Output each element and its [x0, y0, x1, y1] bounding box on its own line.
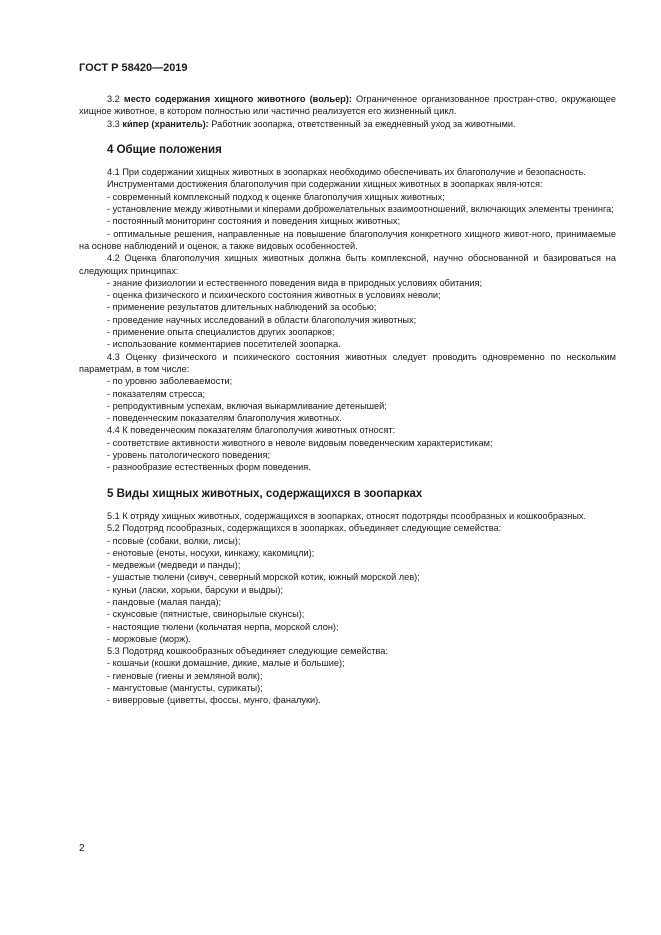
- list-item: - енотовые (еноты, носухи, кинкажу, какомицли);: [107, 547, 315, 558]
- list-item: - ушастые тюлени (сивуч, северный морской котик, южный морской лев);: [107, 572, 420, 583]
- paragraph-5-3: 5.3 Подотряд кошкообразных объединяет следующие семейства:: [107, 646, 388, 657]
- paragraph-4-1-tools: Инструментами достижения благополучия при содержании хищных животных в зоопарках явля-ются:: [107, 179, 543, 190]
- list-item: - поведенческим показателям благополучия животных.: [107, 413, 342, 424]
- list-item: - уровень патологического поведения;: [107, 450, 271, 461]
- list-item: - проведение научных исследований в области благополучия животных;: [107, 314, 417, 325]
- list-item: - соответствие активности животного в неволе видовым поведенческим характеристикам;: [107, 437, 493, 448]
- list-item: - мангустовые (мангусты, сурикаты);: [107, 683, 263, 694]
- list-item: - скунсовые (пятнистые, свинорылые скунсы);: [107, 609, 305, 620]
- list-item: - настоящие тюлени (кольчатая нерпа, морской слон);: [107, 621, 339, 632]
- paragraph-4-3: 4.3 Оценку физического и психического состояния животных следует проводить одновременно по нескольким параметрам, в том числе:: [79, 351, 616, 374]
- section-5-heading: 5 Виды хищных животных, содержащихся в зоопарках: [107, 487, 423, 500]
- term-number: 3.2: [107, 94, 120, 104]
- list-item: - по уровню заболеваемости;: [107, 376, 233, 387]
- list-item: - показателям стресса;: [107, 388, 206, 399]
- list-item: - постоянный мониторинг состояния и поведения хищных животных;: [107, 216, 401, 227]
- list-item: - применение результатов длительных наблюдений за особью;: [107, 302, 377, 313]
- list-item: - куньи (ласки, хорьки, барсуки и выдры);: [107, 584, 284, 595]
- list-item: - установление между животными и кiперами доброжелательных взаимоотношений, включающих элементы тренинга;: [107, 204, 614, 215]
- term-number: 3.3: [107, 118, 120, 129]
- term-3-2: [79, 93, 616, 118]
- list-item: - медвежьи (медведи и панды);: [107, 560, 241, 571]
- list-item: - псовые (собаки, волки, лисы);: [107, 535, 241, 546]
- list-item: - оптимальные решения, направленные на повышение благополучия конкретного хищного живот-ного, принимаемые на основе наблюдений и оценок, а также видовых особенностей.: [79, 228, 616, 251]
- list-item: - репродуктивным успехам, включая выкармливание детенышей;: [107, 400, 387, 411]
- paragraph-4-4: 4.4 К поведенческим показателям благополучия животных относят:: [107, 425, 396, 436]
- list-item: - моржовые (морж).: [107, 633, 191, 644]
- term-definition: Ограниченное организованное простран-ство, окружающее хищное животное, в котором полностью или частично реализуется его жизненный цикл.: [79, 94, 616, 117]
- document-body: [79, 93, 616, 707]
- paragraph-5-1: 5.1 К отряду хищных животных, содержащихся в зоопарках, относят подотряды псообразных и кошкообразных.: [107, 510, 587, 521]
- term-definition: Работник зоопарка, ответственный за ежедневный уход за животными.: [211, 118, 516, 129]
- list-item: - виверровые (циветты, фоссы, мунго, фаналуки).: [107, 695, 321, 706]
- paragraph-5-2: 5.2 Подотряд псообразных, содержащихся в зоопарках, объединяет следующие семейства:: [107, 523, 502, 534]
- list-item: - оценка физического и психического состояния животных в условиях неволи;: [107, 290, 441, 301]
- term-3-3: [79, 118, 616, 130]
- list-item: - пандовые (малая панда);: [107, 596, 222, 607]
- section-4-heading: 4 Общие положения: [107, 143, 222, 156]
- standard-header: ГОСТ Р 58420—2019: [79, 62, 188, 74]
- term-name: место содержания хищного животного (вольер):: [123, 94, 352, 104]
- list-item: - современный комплексный подход к оценке благополучия хищных животных;: [107, 191, 445, 202]
- list-item: - использование комментариев посетителей зоопарка.: [107, 339, 341, 350]
- paragraph-4-2: 4.2 Оценка благополучия хищных животных должна быть комплексной, научно обоснованной и базироваться на следующих принципах:: [79, 253, 616, 276]
- list-item: - разнообразие естественных форм поведения.: [107, 462, 311, 473]
- paragraph-4-1: 4.1 При содержании хищных животных в зоопарках необходимо обеспечивать их благополучие и безопасность.: [107, 167, 586, 178]
- term-name: ки́пер (хранитель):: [122, 118, 209, 129]
- page-number: 2: [79, 843, 85, 854]
- list-item: - кошачьи (кошки домашние, дикие, малые и большие);: [107, 658, 345, 669]
- list-item: - применение опыта специалистов других зоопарков;: [107, 327, 335, 338]
- list-item: - гиеновые (гиены и земляной волк);: [107, 670, 263, 681]
- list-item: - знание физиологии и естественного поведения вида в природных условиях обитания;: [107, 277, 483, 288]
